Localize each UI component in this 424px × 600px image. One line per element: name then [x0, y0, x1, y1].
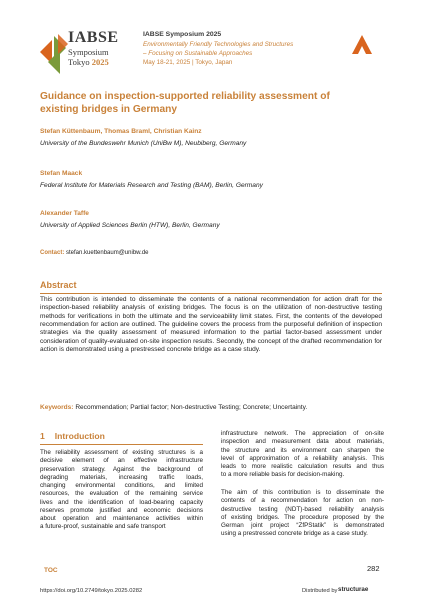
- section-divider: [40, 444, 203, 445]
- affiliation-2: Federal Institute for Materials Research and Testing (BAM), Berlin, Germany: [40, 182, 263, 189]
- affiliation-1: University of the Bundeswehr Munich (UniBw M), Neubiberg, Germany: [40, 140, 247, 147]
- author-group-2: Stefan Maack: [40, 170, 83, 177]
- structure-triangle-icon: [350, 33, 374, 55]
- text-line: German joint project “ZfPStatik” is demonstrated: [221, 522, 384, 529]
- text-line: lives and the identification of load-bearing capacity: [40, 498, 203, 506]
- text-line: of existing bridges. The procedure proposed by the: [221, 513, 384, 521]
- text-line: The reliability assessment of existing structures is a: [40, 449, 203, 456]
- intro-column-right-para2: [221, 489, 384, 539]
- text-line: changing environmental conditions, and limited: [40, 482, 203, 489]
- logo-city: [68, 57, 109, 67]
- text-line: about operation and maintenance activities within: [40, 515, 203, 522]
- page-number: 282: [367, 564, 380, 573]
- distributed-by-label: Distributed by: [302, 588, 338, 594]
- contact-line: [40, 250, 149, 256]
- text-line: preservation strategy. Against the background of: [40, 465, 203, 473]
- text-line: destructive testing (NDT)-based reliability analysis: [221, 505, 384, 513]
- symposium-theme-line2: – Focusing on Sustainable Approaches: [143, 50, 253, 57]
- abstract-divider: [40, 293, 382, 294]
- author-group-3: Alexander Taffe: [40, 210, 89, 217]
- keywords-text: Recommendation; Partial factor; Non-destructive Testing; Concrete; Uncertainty.: [75, 404, 308, 411]
- logo-symposium: Symposium: [68, 47, 109, 57]
- text-line: using a prestressed concrete bridge as a case study.: [221, 530, 368, 538]
- keywords-line: [40, 404, 382, 411]
- text-line: The aim of this contribution is to disseminate the: [221, 489, 384, 496]
- text-line: a future-proof, sustainable and safe transport: [40, 523, 166, 531]
- contact-email-link[interactable]: stefan.kuettenbaum@unibw.de: [66, 250, 149, 256]
- text-line: leads to more realistic calculation results and thus: [221, 463, 384, 470]
- text-line: decisive element of an effective infrastructure: [40, 457, 203, 465]
- text-line: contents of a recommendation for action on non-: [221, 497, 384, 505]
- text-line: level of approximation of a reliability analysis. This: [221, 454, 384, 462]
- intro-column-right-para1: [221, 430, 384, 480]
- affiliation-3: University of Applied Sciences Berlin (HTW), Berlin, Germany: [40, 222, 220, 229]
- abstract-heading: Abstract: [40, 280, 77, 290]
- text-line: to a more reliable basis for decision-making.: [221, 471, 345, 479]
- text-line: resources, the evaluation of the remaining service: [40, 490, 203, 498]
- structurae-logo: structurae: [338, 586, 369, 593]
- symposium-title: IABSE Symposium 2025: [143, 31, 222, 38]
- symposium-theme-line1: Environmentally Friendly Technologies and Structures: [143, 41, 294, 48]
- contact-label: Contact:: [40, 250, 65, 256]
- section-number: 1: [40, 431, 45, 441]
- author-group-1: Stefan Küttenbaum, Thomas Braml, Christian Kainz: [40, 128, 202, 135]
- toc-link[interactable]: TOC: [44, 567, 58, 574]
- text-line: inspection and measurement data about materials,: [221, 438, 384, 446]
- section-title: Introduction: [54, 431, 105, 441]
- text-line: degrading materials, increasing traffic loads,: [40, 473, 203, 481]
- text-line: the structure and its environment can sharpen the: [221, 446, 384, 454]
- logo-year: 2025: [91, 57, 109, 67]
- symposium-date-place: May 18-21, 2025 | Tokyo, Japan: [143, 59, 233, 66]
- doi-link[interactable]: https://doi.org/10.2749/tokyo.2025.0282: [40, 588, 143, 594]
- keywords-label: Keywords:: [40, 404, 74, 411]
- intro-column-left: [40, 449, 203, 532]
- logo-wordmark: IABSE: [68, 29, 119, 46]
- text-line: reserves promote justified and economic decisions: [40, 506, 203, 514]
- abstract-body: This contribution is intended to disseminate the contents of a national recommendation for action draft for the inspection-based reliability analysis of existing bridges. The focus is on the utilization of non-destructive testing methods for verifications in both the ultimate and the serviceability limit states. First, the contents of the developed recommendation for action are outlined. The guideline covers the process from the purposeful definition of inspection strategies via the quality assessment of measured information to the partial factor-based assessment under consideration of quality-evaluated on-site inspection results. Secondly, the concept of the drafted recommendation for action is demonstrated using a prestressed concrete bridge as a case study.: [40, 296, 382, 354]
- section-heading: [40, 431, 105, 441]
- logo-city-name: Tokyo: [68, 57, 90, 67]
- text-line: infrastructure network. The appreciation of on-site: [221, 430, 384, 437]
- paper-title: Guidance on inspection-supported reliability assessment of existing bridges in Germany: [40, 91, 330, 115]
